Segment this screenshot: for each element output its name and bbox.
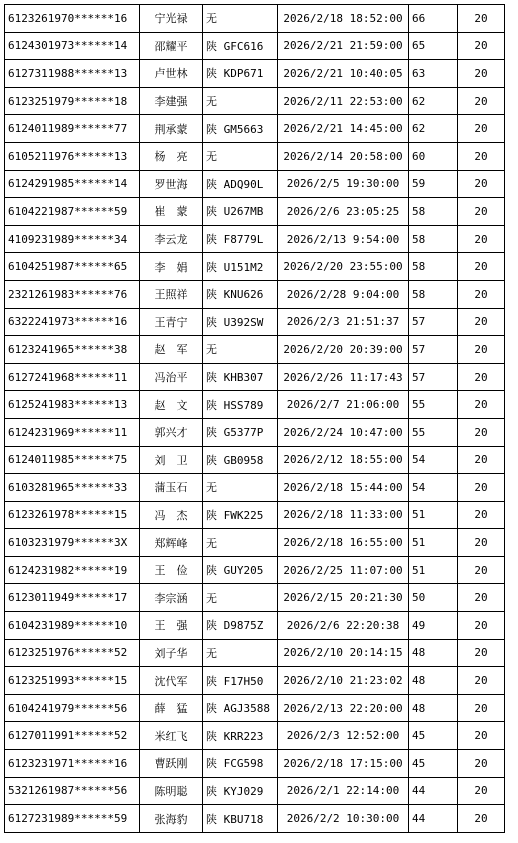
time-cell: 2026/2/21 14:45:00	[278, 115, 409, 143]
plate-cell: 无	[203, 474, 278, 502]
plate-cell: 无	[203, 529, 278, 557]
time-cell: 2026/2/7 21:06:00	[278, 391, 409, 419]
time-cell: 2026/2/10 21:23:02	[278, 667, 409, 695]
score-cell: 54	[409, 446, 458, 474]
table-row	[5, 336, 505, 364]
plate-cell: 陕 D9875Z	[203, 612, 278, 640]
score-cell: 58	[409, 280, 458, 308]
points-cell: 20	[458, 612, 505, 640]
plate-cell: 陕 KRR223	[203, 722, 278, 750]
points-cell: 20	[458, 115, 505, 143]
time-cell: 2026/2/12 18:55:00	[278, 446, 409, 474]
time-cell: 2026/2/18 16:55:00	[278, 529, 409, 557]
table-row	[5, 750, 505, 778]
name-cell: 冯 杰	[140, 501, 203, 529]
name-cell: 米红飞	[140, 722, 203, 750]
points-cell: 20	[458, 446, 505, 474]
points-cell: 20	[458, 584, 505, 612]
score-cell: 59	[409, 170, 458, 198]
plate-cell: 陕 U267MB	[203, 198, 278, 226]
id-number-cell: 4109231989******34	[5, 225, 140, 253]
name-cell: 薛 猛	[140, 694, 203, 722]
table-row	[5, 308, 505, 336]
table-row	[5, 391, 505, 419]
time-cell: 2026/2/13 22:20:00	[278, 694, 409, 722]
plate-cell: 陕 FCG598	[203, 750, 278, 778]
score-cell: 45	[409, 750, 458, 778]
plate-cell: 陕 KHB307	[203, 363, 278, 391]
id-number-cell: 6104241979******56	[5, 694, 140, 722]
time-cell: 2026/2/1 22:14:00	[278, 777, 409, 805]
name-cell: 刘子华	[140, 639, 203, 667]
time-cell: 2026/2/18 18:52:00	[278, 5, 409, 33]
table-row	[5, 501, 505, 529]
table-row	[5, 667, 505, 695]
id-number-cell: 6123261978******15	[5, 501, 140, 529]
name-cell: 王 强	[140, 612, 203, 640]
id-number-cell: 6103281965******33	[5, 474, 140, 502]
plate-cell: 陕 GUY205	[203, 556, 278, 584]
score-cell: 51	[409, 501, 458, 529]
name-cell: 王照祥	[140, 280, 203, 308]
id-number-cell: 6127011991******52	[5, 722, 140, 750]
id-number-cell: 6322241973******16	[5, 308, 140, 336]
points-cell: 20	[458, 391, 505, 419]
time-cell: 2026/2/18 17:15:00	[278, 750, 409, 778]
time-cell: 2026/2/21 10:40:05	[278, 60, 409, 88]
score-cell: 62	[409, 115, 458, 143]
points-cell: 20	[458, 474, 505, 502]
id-number-cell: 6123251993******15	[5, 667, 140, 695]
time-cell: 2026/2/18 15:44:00	[278, 474, 409, 502]
id-number-cell: 6123251979******18	[5, 87, 140, 115]
id-number-cell: 6127231989******59	[5, 805, 140, 833]
id-number-cell: 6104251987******65	[5, 253, 140, 281]
score-cell: 58	[409, 225, 458, 253]
points-cell: 20	[458, 198, 505, 226]
table-row	[5, 87, 505, 115]
table-row	[5, 474, 505, 502]
name-cell: 荆承蒙	[140, 115, 203, 143]
plate-cell: 无	[203, 584, 278, 612]
plate-cell: 陕 U151M2	[203, 253, 278, 281]
points-cell: 20	[458, 225, 505, 253]
name-cell: 张海豹	[140, 805, 203, 833]
id-number-cell: 6123251976******52	[5, 639, 140, 667]
name-cell: 崔 蒙	[140, 198, 203, 226]
time-cell: 2026/2/13 9:54:00	[278, 225, 409, 253]
plate-cell: 陕 GFC616	[203, 32, 278, 60]
name-cell: 宁光禄	[140, 5, 203, 33]
id-number-cell: 6125241983******13	[5, 391, 140, 419]
records-body	[5, 5, 505, 833]
plate-cell: 陕 HSS789	[203, 391, 278, 419]
points-cell: 20	[458, 5, 505, 33]
points-cell: 20	[458, 363, 505, 391]
score-cell: 45	[409, 722, 458, 750]
time-cell: 2026/2/14 20:58:00	[278, 142, 409, 170]
points-cell: 20	[458, 556, 505, 584]
score-cell: 57	[409, 308, 458, 336]
plate-cell: 陕 GM5663	[203, 115, 278, 143]
score-cell: 49	[409, 612, 458, 640]
points-cell: 20	[458, 60, 505, 88]
plate-cell: 陕 F17H50	[203, 667, 278, 695]
table-row	[5, 694, 505, 722]
name-cell: 郑辉峰	[140, 529, 203, 557]
score-cell: 55	[409, 418, 458, 446]
points-cell: 20	[458, 777, 505, 805]
name-cell: 曹跃刚	[140, 750, 203, 778]
score-cell: 50	[409, 584, 458, 612]
id-number-cell: 6124291985******14	[5, 170, 140, 198]
time-cell: 2026/2/26 11:17:43	[278, 363, 409, 391]
plate-cell: 陕 FWK225	[203, 501, 278, 529]
table-row	[5, 170, 505, 198]
plate-cell: 陕 F8779L	[203, 225, 278, 253]
time-cell: 2026/2/20 20:39:00	[278, 336, 409, 364]
score-cell: 58	[409, 198, 458, 226]
table-row	[5, 142, 505, 170]
score-cell: 57	[409, 363, 458, 391]
points-cell: 20	[458, 639, 505, 667]
table-row	[5, 805, 505, 833]
points-cell: 20	[458, 694, 505, 722]
time-cell: 2026/2/6 23:05:25	[278, 198, 409, 226]
name-cell: 冯治平	[140, 363, 203, 391]
table-row	[5, 612, 505, 640]
time-cell: 2026/2/21 21:59:00	[278, 32, 409, 60]
points-cell: 20	[458, 667, 505, 695]
plate-cell: 无	[203, 5, 278, 33]
points-cell: 20	[458, 418, 505, 446]
table-row	[5, 32, 505, 60]
plate-cell: 陕 KYJ029	[203, 777, 278, 805]
id-number-cell: 5321261987******56	[5, 777, 140, 805]
plate-cell: 陕 KBU718	[203, 805, 278, 833]
points-cell: 20	[458, 308, 505, 336]
score-cell: 51	[409, 529, 458, 557]
time-cell: 2026/2/25 11:07:00	[278, 556, 409, 584]
plate-cell: 陕 U392SW	[203, 308, 278, 336]
table-row	[5, 253, 505, 281]
name-cell: 王 俭	[140, 556, 203, 584]
name-cell: 赵 文	[140, 391, 203, 419]
score-cell: 55	[409, 391, 458, 419]
table-row	[5, 280, 505, 308]
points-cell: 20	[458, 750, 505, 778]
plate-cell: 陕 G5377P	[203, 418, 278, 446]
points-cell: 20	[458, 501, 505, 529]
table-row	[5, 446, 505, 474]
id-number-cell: 6124301973******14	[5, 32, 140, 60]
plate-cell: 陕 AGJ3588	[203, 694, 278, 722]
name-cell: 王青宁	[140, 308, 203, 336]
name-cell: 罗世海	[140, 170, 203, 198]
plate-cell: 陕 ADQ90L	[203, 170, 278, 198]
plate-cell: 陕 GB0958	[203, 446, 278, 474]
table-row	[5, 777, 505, 805]
id-number-cell: 6123231971******16	[5, 750, 140, 778]
table-row	[5, 225, 505, 253]
id-number-cell: 6124011985******75	[5, 446, 140, 474]
table-row	[5, 115, 505, 143]
time-cell: 2026/2/6 22:20:38	[278, 612, 409, 640]
score-cell: 57	[409, 336, 458, 364]
plate-cell: 无	[203, 336, 278, 364]
name-cell: 杨 亮	[140, 142, 203, 170]
score-cell: 44	[409, 805, 458, 833]
points-cell: 20	[458, 253, 505, 281]
points-cell: 20	[458, 87, 505, 115]
id-number-cell: 6123261970******16	[5, 5, 140, 33]
score-cell: 48	[409, 639, 458, 667]
time-cell: 2026/2/5 19:30:00	[278, 170, 409, 198]
time-cell: 2026/2/28 9:04:00	[278, 280, 409, 308]
id-number-cell: 2321261983******76	[5, 280, 140, 308]
id-number-cell: 6104221987******59	[5, 198, 140, 226]
points-cell: 20	[458, 32, 505, 60]
table-row	[5, 584, 505, 612]
time-cell: 2026/2/18 11:33:00	[278, 501, 409, 529]
score-cell: 58	[409, 253, 458, 281]
id-number-cell: 6124011989******77	[5, 115, 140, 143]
table-row	[5, 198, 505, 226]
plate-cell: 无	[203, 639, 278, 667]
time-cell: 2026/2/24 10:47:00	[278, 418, 409, 446]
id-number-cell: 6127311988******13	[5, 60, 140, 88]
score-cell: 48	[409, 667, 458, 695]
id-number-cell: 6123011949******17	[5, 584, 140, 612]
id-number-cell: 6105211976******13	[5, 142, 140, 170]
name-cell: 郭兴才	[140, 418, 203, 446]
name-cell: 沈代军	[140, 667, 203, 695]
time-cell: 2026/2/3 21:51:37	[278, 308, 409, 336]
time-cell: 2026/2/15 20:21:30	[278, 584, 409, 612]
points-cell: 20	[458, 170, 505, 198]
name-cell: 刘 卫	[140, 446, 203, 474]
score-cell: 63	[409, 60, 458, 88]
id-number-cell: 6103231979******3X	[5, 529, 140, 557]
records-table	[4, 4, 505, 833]
score-cell: 62	[409, 87, 458, 115]
score-cell: 54	[409, 474, 458, 502]
name-cell: 李云龙	[140, 225, 203, 253]
score-cell: 44	[409, 777, 458, 805]
time-cell: 2026/2/3 12:52:00	[278, 722, 409, 750]
name-cell: 李建强	[140, 87, 203, 115]
table-row	[5, 722, 505, 750]
id-number-cell: 6124231969******11	[5, 418, 140, 446]
plate-cell: 无	[203, 87, 278, 115]
plate-cell: 无	[203, 142, 278, 170]
table-row	[5, 363, 505, 391]
id-number-cell: 6104231989******10	[5, 612, 140, 640]
id-number-cell: 6123241965******38	[5, 336, 140, 364]
points-cell: 20	[458, 280, 505, 308]
time-cell: 2026/2/2 10:30:00	[278, 805, 409, 833]
points-cell: 20	[458, 142, 505, 170]
name-cell: 邵耀平	[140, 32, 203, 60]
points-cell: 20	[458, 805, 505, 833]
points-cell: 20	[458, 722, 505, 750]
name-cell: 陈明聪	[140, 777, 203, 805]
time-cell: 2026/2/11 22:53:00	[278, 87, 409, 115]
time-cell: 2026/2/10 20:14:15	[278, 639, 409, 667]
score-cell: 66	[409, 5, 458, 33]
time-cell: 2026/2/20 23:55:00	[278, 253, 409, 281]
points-cell: 20	[458, 529, 505, 557]
score-cell: 65	[409, 32, 458, 60]
score-cell: 60	[409, 142, 458, 170]
score-cell: 51	[409, 556, 458, 584]
score-cell: 48	[409, 694, 458, 722]
name-cell: 李宗涵	[140, 584, 203, 612]
table-row	[5, 60, 505, 88]
table-row	[5, 5, 505, 33]
plate-cell: 陕 KDP671	[203, 60, 278, 88]
name-cell: 蒲玉石	[140, 474, 203, 502]
points-cell: 20	[458, 336, 505, 364]
table-row	[5, 556, 505, 584]
table-row	[5, 639, 505, 667]
plate-cell: 陕 KNU626	[203, 280, 278, 308]
name-cell: 赵 军	[140, 336, 203, 364]
table-row	[5, 529, 505, 557]
id-number-cell: 6124231982******19	[5, 556, 140, 584]
name-cell: 卢世林	[140, 60, 203, 88]
table-row	[5, 418, 505, 446]
name-cell: 李 娟	[140, 253, 203, 281]
id-number-cell: 6127241968******11	[5, 363, 140, 391]
